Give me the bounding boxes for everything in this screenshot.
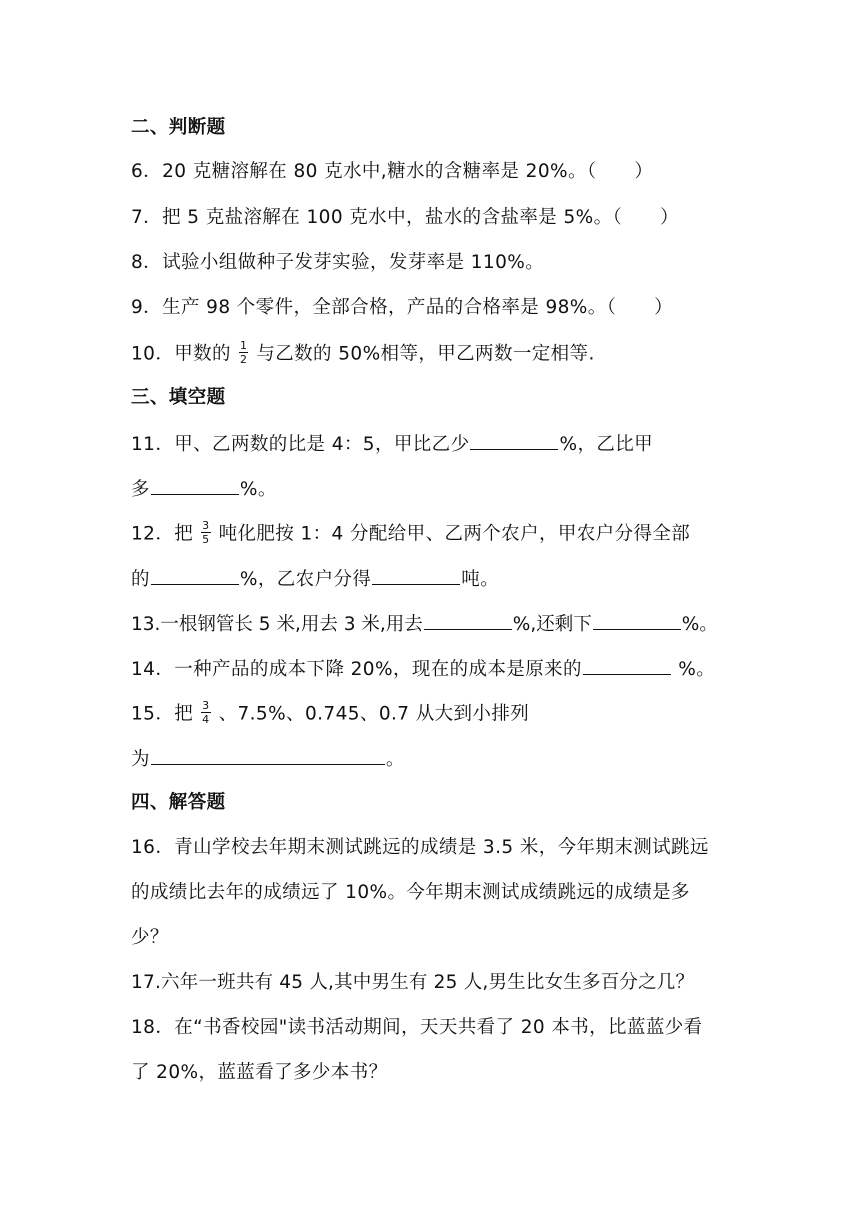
question-7: 7．把 5 克盐溶解在 100 克水中，盐水的含盐率是 5%。（ ） xyxy=(131,207,679,228)
question-16-line-1: 16．青山学校去年期末测试跳远的成绩是 3.5 米，今年期末测试跳远 xyxy=(131,837,709,858)
answer-blank[interactable] xyxy=(151,746,385,765)
question-8: 8．试验小组做种子发芽实验，发芽率是 110%。 xyxy=(131,252,545,273)
question-11 xyxy=(131,431,653,457)
question-15-text-a: 15．把 xyxy=(131,703,194,725)
fraction-denominator: 4 xyxy=(202,713,210,726)
question-10 xyxy=(131,341,595,368)
answer-blank[interactable] xyxy=(151,566,239,585)
question-6: 6．20 克糖溶解在 80 克水中,糖水的含糖率是 20%。（ ） xyxy=(131,161,654,182)
question-14-text-b: %。 xyxy=(671,659,716,680)
section-title-fill: 三、填空题 xyxy=(131,387,226,408)
fraction-denominator: 2 xyxy=(239,353,248,366)
question-14 xyxy=(131,656,715,682)
question-15-cont xyxy=(131,746,405,772)
fraction-numerator: 3 xyxy=(202,519,210,532)
question-11-text-d: %。 xyxy=(239,479,277,500)
question-15-text-d: 。 xyxy=(385,749,405,770)
fraction-numerator: 1 xyxy=(239,339,248,352)
question-12-text-e: 吨。 xyxy=(461,569,500,590)
question-12-cont xyxy=(131,566,499,592)
answer-blank[interactable] xyxy=(372,566,460,585)
question-15-text-b: 、7.5%、0.745、0.7 从大到小排列 xyxy=(218,703,530,725)
question-13-text-a: 13.一根钢管长 5 米,用去 3 米,用去 xyxy=(131,614,423,635)
fraction xyxy=(201,519,210,546)
question-18-line-2: 了 20%，蓝蓝看了多少本书？ xyxy=(131,1062,388,1083)
fraction xyxy=(201,699,210,726)
question-16-line-2: 的成绩比去年的成绩远了 10%。今年期末测试成绩跳远的成绩是多 xyxy=(131,882,690,903)
section-title-answer: 四、解答题 xyxy=(131,792,226,813)
question-10-pre: 10．甲数的 xyxy=(131,343,231,365)
question-13-text-c: %。 xyxy=(681,614,718,635)
question-12-text-d: %，乙农户分得 xyxy=(239,569,372,590)
answer-blank[interactable] xyxy=(593,611,681,630)
answer-blank[interactable] xyxy=(424,611,512,630)
question-10-post: 与乙数的 50%相等，甲乙两数一定相等. xyxy=(256,343,595,365)
question-15 xyxy=(131,701,529,728)
section-title-judge: 二、判断题 xyxy=(131,117,226,138)
question-11-text-c: 多 xyxy=(131,479,150,500)
question-11-text-a: 11．甲、乙两数的比是 4：5，甲比乙少 xyxy=(131,434,470,455)
question-18-line-1: 18．在“书香校园"读书活动期间，天天共看了 20 本书，比蓝蓝少看 xyxy=(131,1017,703,1038)
fraction-denominator: 5 xyxy=(202,533,210,546)
question-11-cont xyxy=(131,476,277,502)
question-12-text-a: 12．把 xyxy=(131,523,194,545)
question-12 xyxy=(131,521,690,548)
question-12-text-c: 的 xyxy=(131,569,150,590)
fraction xyxy=(239,339,248,366)
question-16-line-3: 少？ xyxy=(131,927,169,948)
question-15-text-c: 为 xyxy=(131,749,150,770)
answer-blank[interactable] xyxy=(151,476,239,495)
fraction-numerator: 3 xyxy=(202,699,210,712)
question-14-text-a: 14．一种产品的成本下降 20%，现在的成本是原来的 xyxy=(131,659,582,680)
question-12-text-b: 吨化肥按 1：4 分配给甲、乙两个农户，甲农户分得全部 xyxy=(218,523,691,545)
question-13 xyxy=(131,611,718,637)
question-11-text-b: %，乙比甲 xyxy=(559,434,654,455)
question-13-text-b: %,还剩下 xyxy=(512,614,592,635)
answer-blank[interactable] xyxy=(470,431,558,450)
question-9: 9．生产 98 个零件，全部合格，产品的合格率是 98%。（ ） xyxy=(131,297,674,318)
answer-blank[interactable] xyxy=(583,656,671,675)
question-17: 17.六年一班共有 45 人,其中男生有 25 人,男生比女生多百分之几？ xyxy=(131,972,695,993)
